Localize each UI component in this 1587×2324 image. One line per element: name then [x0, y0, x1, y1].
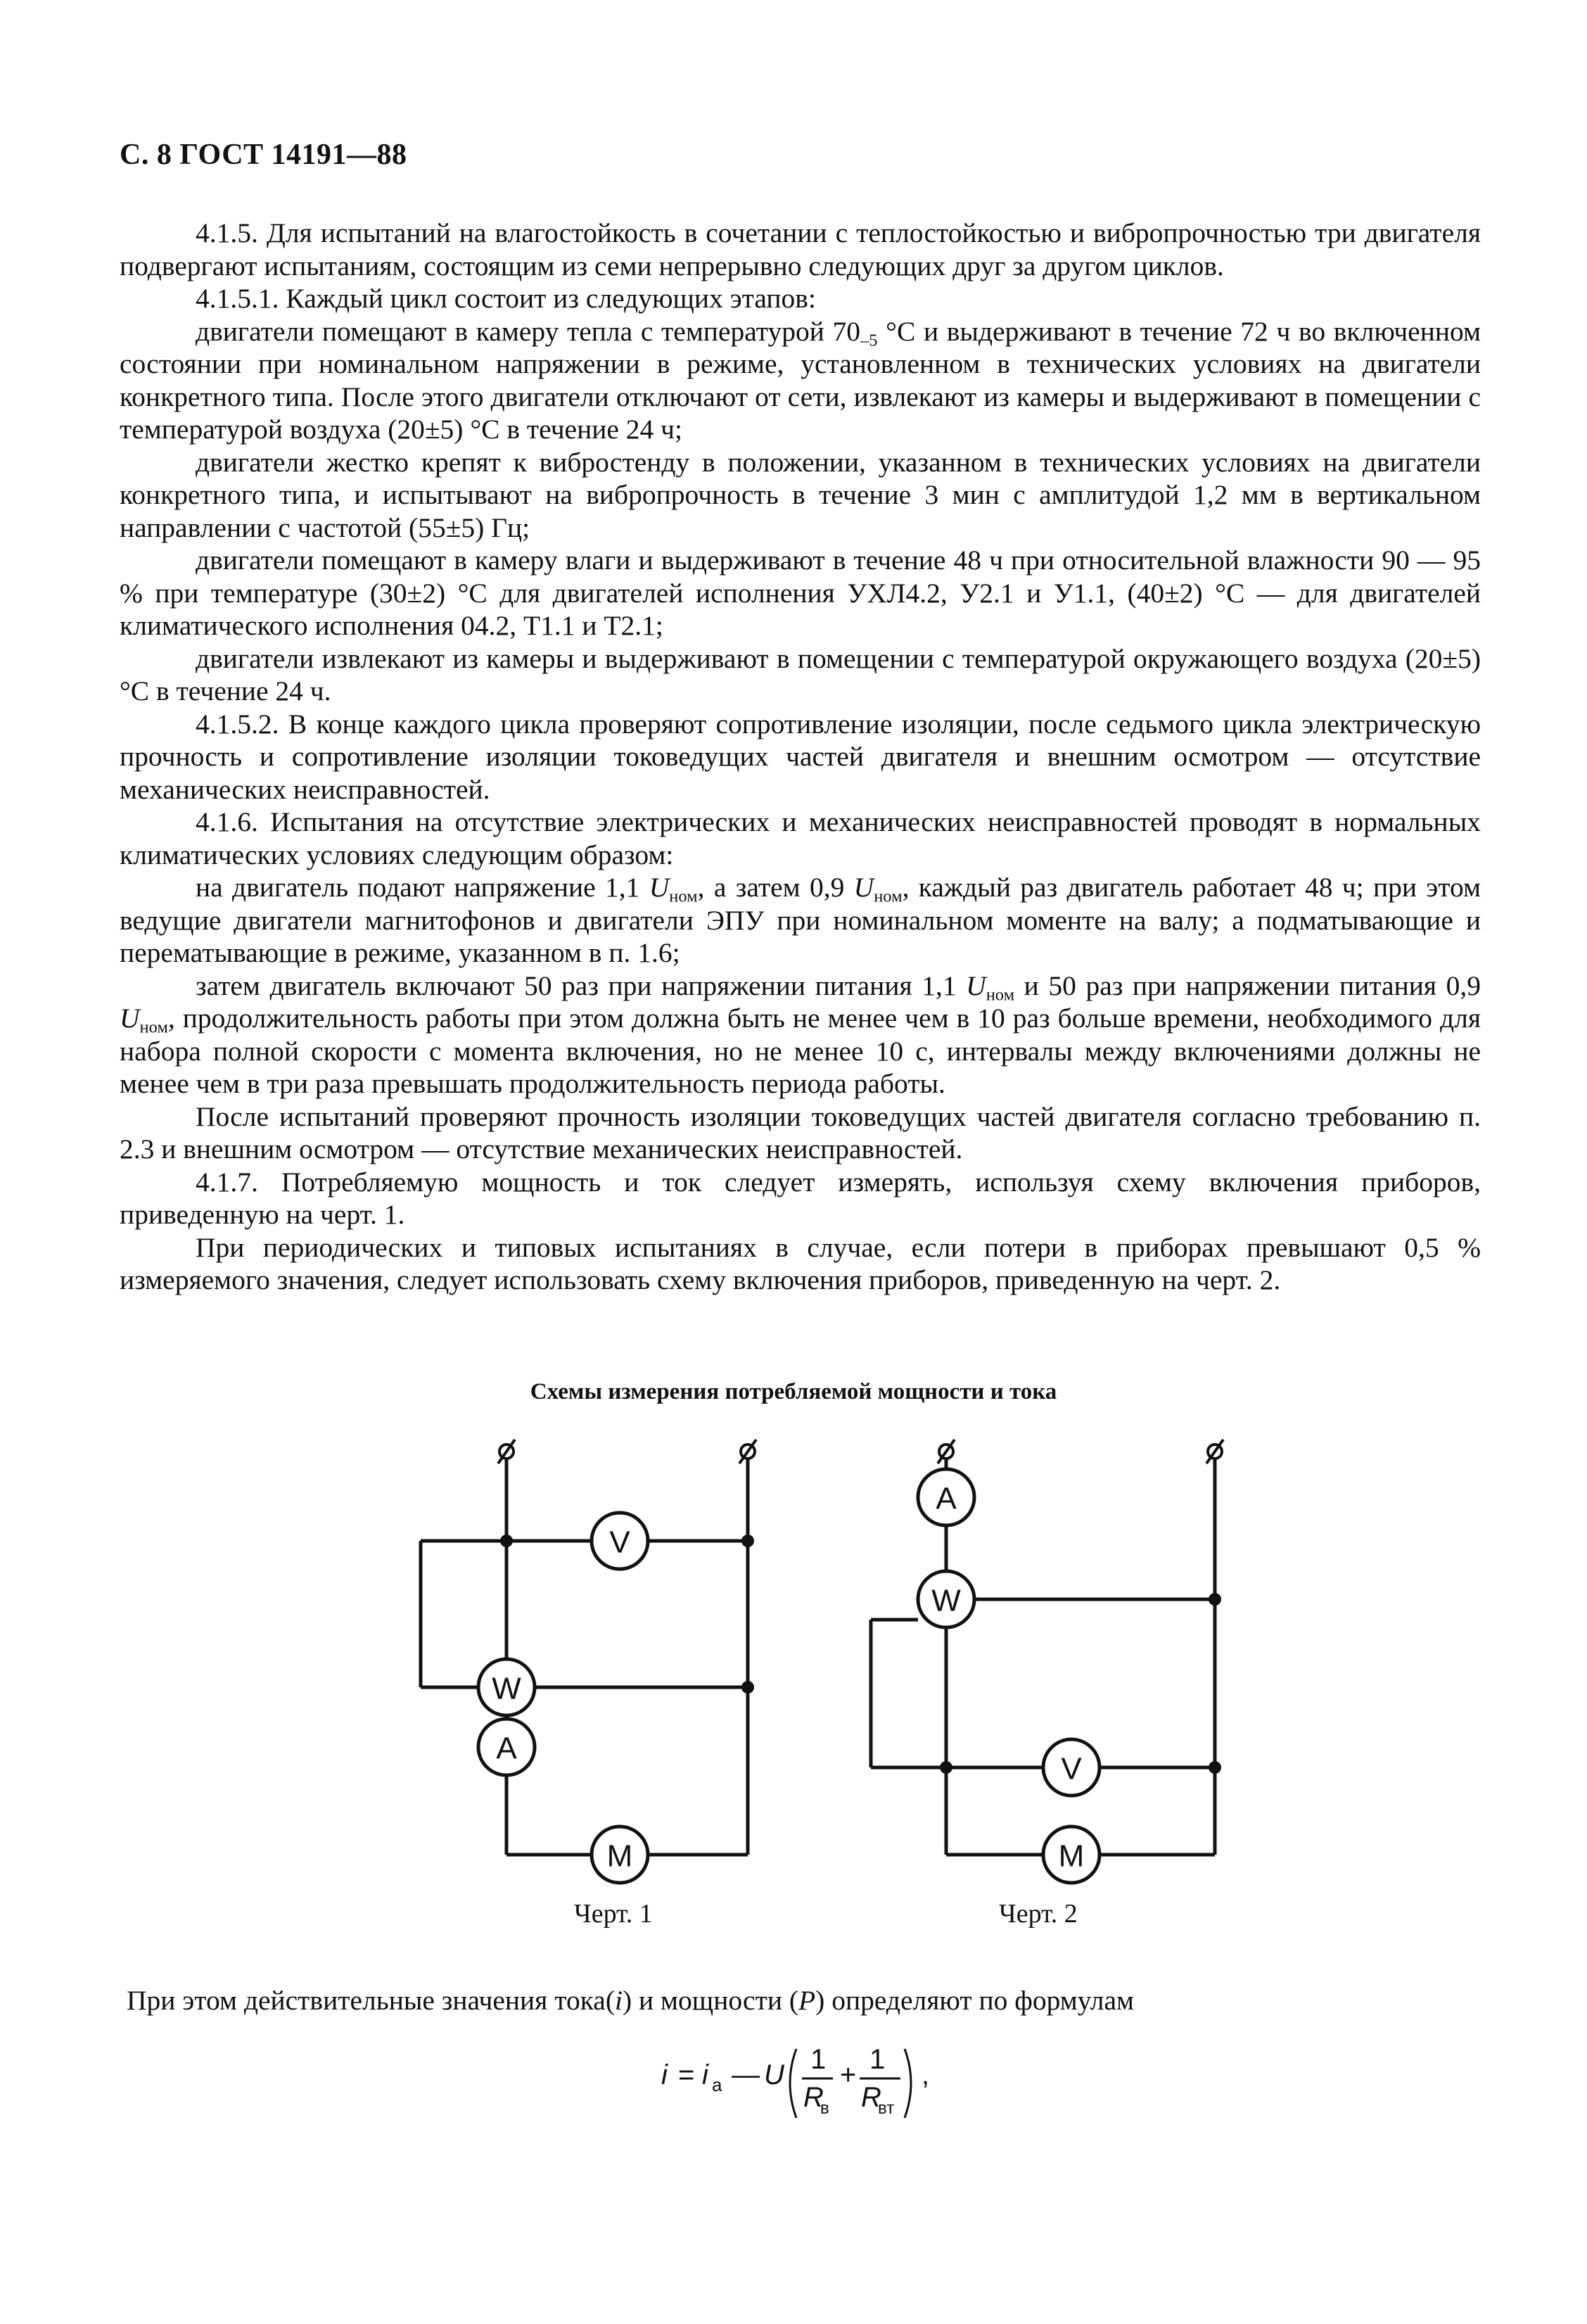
text-run: на двигатель подают напряжение 1,1 — [196, 872, 649, 903]
paragraph-4-1-5-2: 4.1.5.2. В конце каждого цикла проверяют сопротивление изоляции, после седьмого цикла электрическую прочность и сопротивление изоляции токоведущих частей двигателя и внешним осмотром — отсутствие механических неисправностей. — [120, 708, 1481, 805]
stage-heat-text-b: °С и выдерживают в течение 72 ч во включенном состоянии при номинальном напряжении в режиме, установленном в технических условиях на двигатели конкретного типа. После этого двигатели отключают от сети, извлекают из камеры и выдерживают в помещении с температурой воздуха (20±5) °С в течение 24 ч; — [120, 315, 1481, 445]
page-header: С. 8 ГОСТ 14191—88 — [120, 139, 407, 171]
motor-1-label: M — [606, 1839, 633, 1874]
u-symbol: U — [120, 1003, 140, 1034]
formula-one-2: 1 — [869, 2044, 886, 2075]
text-run: ) и мощности ( — [622, 1985, 799, 2016]
formula-lhs: i — [661, 2059, 668, 2090]
paragraph-4-1-6: 4.1.6. Испытания на отсутствие электрических и механических неисправностей проводят в нормальных климатических условиях следующим образом: — [120, 806, 1481, 870]
formula-minus: — — [732, 2059, 760, 2090]
formula-rvt-sub: вт — [878, 2099, 895, 2118]
motor-2-label: M — [1058, 1839, 1085, 1874]
paragraph-4-1-7: 4.1.7. Потребляемую мощность и ток следует измерять, используя схему включения приборов, приведенную на черт. 1. — [120, 1166, 1481, 1230]
p-symbol: P — [798, 1985, 816, 2016]
formula-plus: + — [840, 2059, 857, 2090]
nom-subscript: ном — [986, 984, 1015, 1004]
formula-current — [633, 2033, 1055, 2139]
formula-u: U — [764, 2059, 784, 2090]
nom-subscript: ном — [874, 887, 903, 906]
nom-subscript: ном — [669, 887, 698, 906]
formula-rv-sub: в — [820, 2099, 829, 2118]
paragraph-stage-rest: двигатели извлекают из камеры и выдерживают в помещении с температурой окружающего воздуха (20±5) °С в течение 24 ч. — [120, 642, 1481, 706]
formula-ia: i — [702, 2059, 708, 2090]
formula-rvt: R — [861, 2082, 881, 2113]
text-run: затем двигатель включают 50 раз при напряжении питания 1,1 — [196, 970, 967, 1001]
paragraph-stage-vibration: двигатели жестко крепят к вибростенду в положении, указанном в технических условиях на двигатели конкретного типа, и испытывают на вибропрочность в течение 3 мин с амплитудой 1,2 мм в вертикальном направлении с частотой (55±5) Гц; — [120, 446, 1481, 543]
figure-title: Схемы измерения потребляемой мощности и тока — [530, 1379, 1057, 1404]
text-run: , продолжительность работы при этом должна быть не менее чем в 10 раз больше времени, необходимого для набора полной скорости с момента включения, но не менее 10 с, интервалы между включениями должны не менее чем в три раза превышать продолжительность периода работы. — [120, 1003, 1481, 1099]
circuit-diagrams — [0, 1421, 1587, 1928]
text-run: , каждый раз двигатель работает 48 ч; при этом ведущие двигатели магнитофонов и двигатели ЭПУ при номинальном моменте на валу; а подматывающие и перематывающие в режиме, указанном в п. 1.6; — [120, 872, 1481, 968]
paragraph-4-1-5: 4.1.5. Для испытаний на влагостойкость в сочетании с теплостойкостью и вибропрочностью три двигателя подвергают испытаниям, состоящим из семи непрерывно следующих друг за другом циклов. — [120, 217, 1481, 281]
text-run: При этом действительные значения тока( — [127, 1985, 615, 2016]
text-run: ) определяют по формулам — [815, 1985, 1134, 2016]
figure-caption-1: Черт. 1 — [574, 1899, 653, 1929]
formula-one-1: 1 — [810, 2044, 827, 2075]
voltmeter-1-label: V — [609, 1525, 630, 1560]
stage-heat-subscript: –5 — [860, 330, 878, 350]
paragraph-4-1-5-1: 4.1.5.1. Каждый цикл состоит из следующих этапов: — [196, 283, 816, 314]
i-symbol: i — [615, 1985, 623, 2016]
paragraph-switching — [120, 970, 1481, 1100]
formula-comma: , — [922, 2059, 930, 2090]
text-run: , а затем 0,9 — [697, 872, 854, 903]
formula-intro — [120, 1984, 1481, 2017]
body-text — [120, 217, 1481, 1297]
nom-subscript: ном — [139, 1017, 168, 1037]
formula-eq: = — [678, 2059, 695, 2090]
wattmeter-1-label: W — [492, 1671, 521, 1706]
paragraph-stage-heat — [120, 315, 1481, 446]
voltmeter-2-label: V — [1061, 1751, 1082, 1786]
u-symbol: U — [853, 872, 874, 903]
ammeter-2-label: A — [936, 1481, 957, 1516]
u-symbol: U — [966, 970, 986, 1001]
stage-heat-text-a: двигатели помещают в камеру тепла с температурой 70 — [196, 315, 861, 347]
paragraph-periodic: При периодических и типовых испытаниях в случае, если потери в приборах превышают 0,5 % измеряемого значения, следует использовать схему включения приборов, приведенную на черт. 2. — [120, 1231, 1481, 1295]
paragraph-stage-humidity: двигатели помещают в камеру влаги и выдерживают в течение 48 ч при относительной влажности 90 — 95 % при температуре (30±2) °С для двигателей исполнения УХЛ4.2, У2.1 и У1.1, (40±2) °С — для двигателей климатического исполнения 04.2, Т1.1 и Т2.1; — [120, 545, 1481, 641]
junction-dots — [500, 1535, 1221, 1774]
formula-ia-sub: а — [712, 2074, 722, 2095]
wattmeter-2-label: W — [931, 1583, 961, 1618]
formula-rv: R — [803, 2082, 824, 2113]
paragraph-voltage — [120, 871, 1481, 970]
figure-caption-2: Черт. 2 — [999, 1899, 1078, 1929]
ammeter-1-label: A — [496, 1731, 517, 1766]
u-symbol: U — [649, 872, 670, 903]
text-run: и 50 раз при напряжении питания 0,9 — [1014, 970, 1481, 1001]
paragraph-after-tests: После испытаний проверяют прочность изоляции токоведущих частей двигателя согласно требованию п. 2.3 и внешним осмотром — отсутствие механических неисправностей. — [120, 1100, 1481, 1164]
